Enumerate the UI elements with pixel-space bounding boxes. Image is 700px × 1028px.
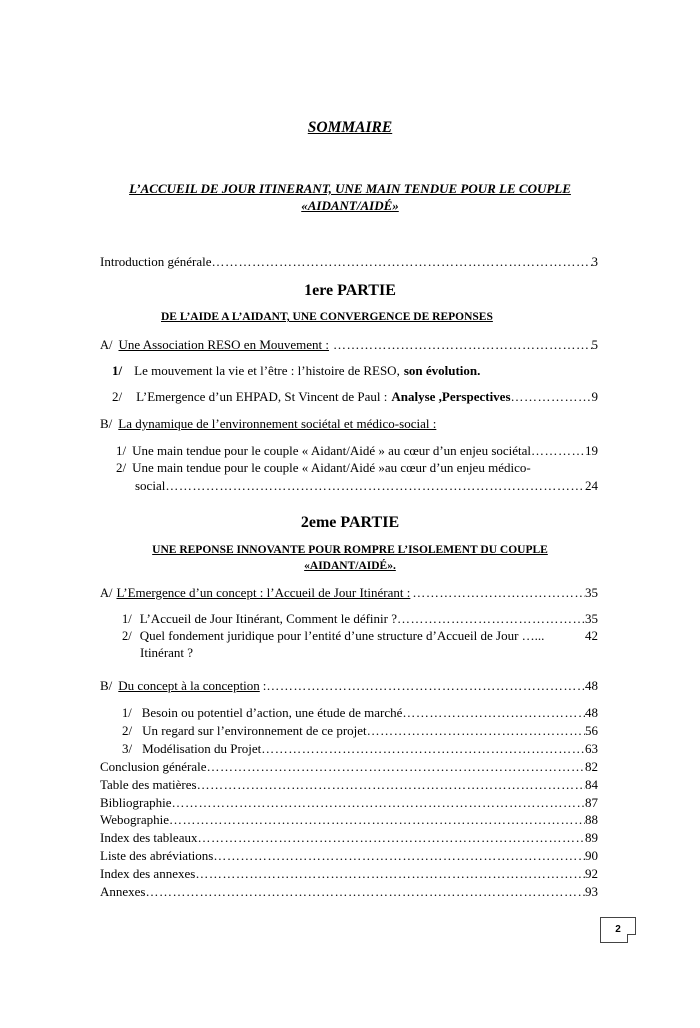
part1-heading: 1ere PARTIE [304, 282, 396, 299]
toc-label: L’Accueil de Jour Itinérant, Comment le définir ? [139, 611, 398, 626]
toc-prefix: B/ [100, 416, 113, 431]
toc-number: 1/ [122, 706, 132, 720]
toc-label: social [135, 478, 166, 493]
toc-prefix: B/ [100, 678, 113, 693]
toc-entry-part1-b1[interactable] [116, 443, 598, 459]
document-subtitle-line1: L’ACCUEIL DE JOUR ITINERANT, UNE MAIN TENDUE POUR LE COUPLE [129, 181, 571, 196]
toc-number: 2/ [112, 389, 123, 404]
toc-entry-annexes[interactable] [100, 884, 598, 900]
toc-leader [213, 848, 585, 864]
toc-entry-part2-b3[interactable] [122, 741, 598, 757]
toc-page: 19 [585, 443, 598, 458]
toc-prefix: A/ [100, 338, 113, 352]
toc-entry-introduction[interactable] [100, 254, 598, 270]
page-number: 2 [615, 924, 621, 935]
toc-label: Une Association RESO en Mouvement : [118, 337, 330, 352]
toc-page: 84 [585, 777, 598, 792]
toc-leader [511, 389, 592, 405]
toc-label: Table des matières [100, 777, 197, 792]
toc-leader [397, 611, 585, 627]
toc-page: 82 [585, 759, 598, 774]
toc-page: 3 [591, 254, 598, 269]
toc-leader [197, 777, 585, 793]
toc-entry-part2-b1[interactable] [122, 705, 598, 721]
toc-label: Modélisation du Projet [142, 741, 262, 756]
part2-heading: 2eme PARTIE [300, 514, 400, 531]
toc-label: Introduction générale [100, 254, 212, 269]
toc-leader [169, 812, 585, 828]
toc-leader [367, 723, 585, 739]
toc-leader [412, 585, 585, 601]
toc-leader [531, 443, 585, 459]
toc-number: 2/ [116, 460, 127, 475]
toc-label-bold: son évolution. [403, 363, 481, 378]
toc-label: Quel fondement juridique pour l’entité d’une structure d’Accueil de Jour …... [139, 628, 545, 643]
toc-entry-abreviations[interactable] [100, 848, 598, 864]
toc-number: 1/ [116, 443, 127, 458]
toc-leader [197, 830, 585, 846]
toc-leader [402, 705, 585, 721]
toc-page: 48 [585, 705, 598, 720]
toc-page: 89 [585, 830, 598, 845]
toc-prefix: A/ [100, 586, 113, 600]
toc-label: Conclusion générale [100, 759, 207, 774]
page-number-box [600, 917, 636, 943]
toc-entry-part1-a[interactable] [100, 337, 598, 353]
toc-entry-index-tableaux[interactable] [100, 830, 598, 846]
toc-label: Une main tendue pour le couple « Aidant/Aidé »au cœur d’un enjeu médico- [132, 460, 531, 475]
toc-leader [212, 254, 592, 270]
toc-label: La dynamique de l’environnement sociétal et médico-social : [118, 416, 437, 431]
toc-entry-part2-a1[interactable] [122, 611, 598, 627]
toc-entry-part1-b2-cont[interactable] [135, 478, 598, 494]
toc-label: Index des annexes [100, 866, 196, 881]
toc-entry-part2-b2[interactable] [122, 723, 598, 739]
toc-number: 2/ [122, 629, 132, 643]
toc-page: 90 [585, 848, 598, 863]
toc-leader [266, 678, 585, 694]
toc-label-tail: : [262, 678, 267, 693]
toc-page: 5 [591, 337, 598, 352]
toc-entry-index-annexes[interactable] [100, 866, 598, 882]
toc-page: 24 [585, 478, 598, 493]
toc-label: Besoin ou potentiel d’action, une étude de marché [141, 705, 403, 720]
toc-label: Du concept à la conception [118, 678, 260, 693]
toc-label: Le mouvement la vie et l’être : l’histoire de RESO, [134, 363, 400, 378]
toc-page: 88 [585, 812, 598, 827]
toc-entry-part2-a2[interactable] [122, 628, 598, 644]
toc-leader [333, 337, 591, 353]
part2-subheading-line1: UNE REPONSE INNOVANTE POUR ROMPRE L’ISOLEMENT DU COUPLE [152, 544, 548, 556]
toc-label-bold: Analyse ,Perspectives [391, 389, 511, 404]
document-subtitle-line2: «AIDANT/AIDÉ» [301, 198, 399, 213]
part1-subheading: DE L’AIDE A L’AIDANT, UNE CONVERGENCE DE REPONSES [161, 311, 493, 323]
toc-entry-table-des-matieres[interactable] [100, 777, 598, 793]
toc-label: Index des tableaux [100, 830, 198, 845]
toc-leader [165, 478, 585, 494]
toc-entry-part2-a2-cont[interactable] [140, 645, 598, 661]
toc-page: 48 [585, 678, 598, 693]
toc-label: Une main tendue pour le couple « Aidant/Aidé » au cœur d’un enjeu sociétal [132, 443, 532, 458]
toc-page: 92 [585, 866, 598, 881]
toc-entry-part1-a1[interactable] [112, 363, 598, 379]
toc-page: 35 [585, 611, 598, 626]
toc-entry-bibliographie[interactable] [100, 795, 598, 811]
toc-page: 87 [585, 795, 598, 810]
toc-leader [207, 759, 586, 775]
toc-label: Annexes [100, 884, 146, 899]
toc-label: Bibliographie [100, 795, 172, 810]
toc-label: Webographie [100, 812, 169, 827]
toc-entry-part1-a2[interactable] [112, 389, 598, 405]
toc-leader [172, 795, 586, 811]
toc-page: 9 [591, 389, 598, 404]
part2-subheading-line2: «AIDANT/AIDÉ». [304, 560, 396, 572]
toc-label: L’Emergence d’un concept : l’Accueil de Jour Itinérant : [116, 585, 411, 600]
toc-page: 56 [585, 723, 598, 738]
toc-label: Itinérant ? [140, 645, 194, 660]
toc-number: 1/ [122, 612, 132, 626]
toc-leader [146, 884, 586, 900]
toc-leader [261, 741, 585, 757]
toc-leader [195, 866, 585, 882]
toc-entry-part2-a[interactable] [100, 585, 598, 601]
toc-number: 2/ [122, 723, 133, 738]
toc-entry-webographie[interactable] [100, 812, 598, 828]
toc-label: Liste des abréviations [100, 848, 214, 863]
toc-label: L’Emergence d’un EHPAD, St Vincent de Paul : [136, 389, 388, 404]
toc-page: 63 [585, 741, 598, 756]
page-fold-icon [627, 934, 636, 943]
toc-page: 42 [585, 628, 598, 643]
toc-number: 3/ [122, 741, 133, 756]
toc-page: 93 [585, 884, 598, 899]
toc-entry-part1-b2[interactable] [116, 460, 598, 476]
toc-entry-part1-b[interactable] [100, 416, 598, 432]
toc-page: 35 [585, 585, 598, 600]
page-title: SOMMAIRE [307, 119, 393, 136]
toc-entry-part2-b[interactable] [100, 678, 598, 694]
toc-label: Un regard sur l’environnement de ce projet [142, 723, 367, 738]
toc-entry-conclusion[interactable] [100, 759, 598, 775]
toc-number: 1/ [112, 363, 123, 378]
